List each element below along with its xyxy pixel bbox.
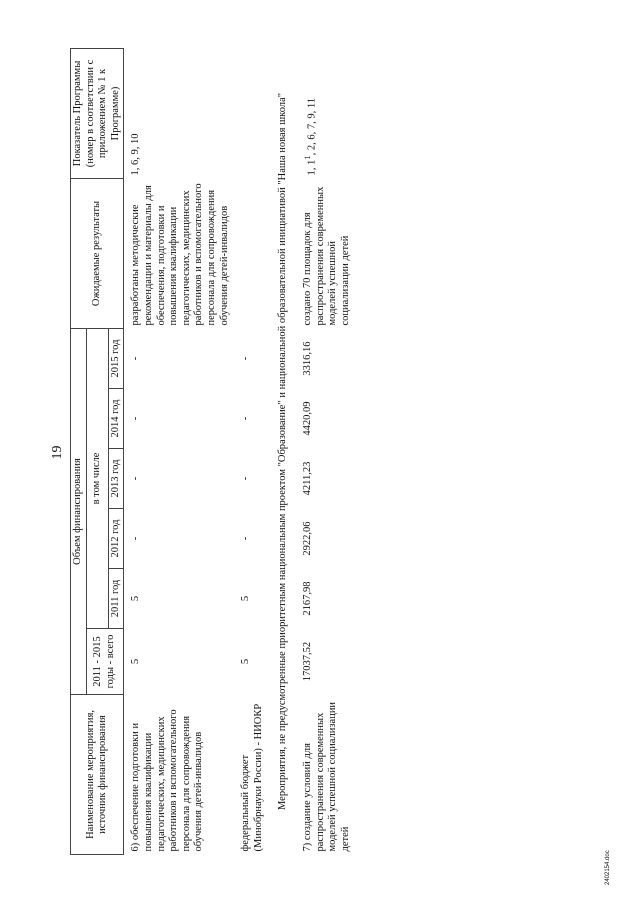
indicator-pre: 1, 1: [306, 159, 318, 176]
header-indicator: Показатель Программы (номер в соответствии с приложением № 1 к Программе): [71, 49, 124, 179]
header-total: 2011 - 2015 годы - всего: [86, 629, 124, 695]
row-total: 17037,52: [301, 641, 313, 682]
row-2014: -: [130, 416, 142, 421]
row-2011: 5: [240, 595, 252, 602]
row-2011: 2167,98: [301, 581, 313, 616]
header-year: 2011 год: [108, 569, 124, 629]
row-2014: 4420,09: [301, 401, 313, 436]
header-volume: Объем финансирования: [71, 329, 87, 695]
row-indicator: 1, 6, 9, 10: [130, 133, 142, 176]
header-year: 2014 год: [108, 389, 124, 449]
row-2015: -: [130, 356, 142, 361]
table-row: [296, 49, 353, 855]
row-name: федеральный бюджет (Минобрнауки России) - НИОКР: [240, 703, 264, 852]
table-row: [239, 49, 271, 855]
header-name: Наименование мероприятия, источник финансирования: [71, 695, 124, 855]
section-row: [271, 49, 296, 855]
program-table: [70, 48, 353, 855]
indicator-post: , 2, 6, 7, 9, 11: [306, 98, 318, 156]
row-2011: 5: [130, 595, 142, 602]
header-year: 2015 год: [108, 329, 124, 389]
header-incl: в том числе: [86, 329, 108, 629]
row-total: 5: [240, 658, 252, 665]
row-results: разработаны методические рекомендации и материалы для обеспечения, подготовки и повышения квалификации педагогических, медицинских работников и вспомогательного персонала для сопровождения обучения детей-инвалидов: [130, 183, 230, 326]
header-year: 2012 год: [108, 509, 124, 569]
rotated-page: [20, 20, 620, 885]
file-footer: 2402154.doc: [605, 850, 611, 885]
row-2013: -: [240, 476, 252, 481]
row-results: создано 70 площадок для распространения современных моделей успешной социализации детей: [301, 186, 351, 326]
row-2013: 4211,23: [301, 461, 313, 496]
row-2012: -: [240, 536, 252, 541]
row-name: 6) обеспечение подготовки и повышения квалификации педагогических, медицинских работников и вспомогательного персонала для сопровождения обучения детей-инвалидов: [130, 709, 205, 852]
row-results: [239, 179, 271, 329]
header-year: 2013 год: [108, 449, 124, 509]
indicator-sup: 1: [301, 155, 312, 160]
row-name: 7) создание условий для распространения современных моделей успешной социализации детей: [301, 701, 351, 852]
row-2012: -: [130, 536, 142, 541]
row-2012: 2922,06: [301, 521, 313, 556]
table-row: [124, 49, 239, 855]
row-2014: -: [240, 416, 252, 421]
row-2015: 3316,16: [301, 341, 313, 376]
section-title: Мероприятия, не предусмотренные приоритетным национальным проектом "Образование" и национальной образовательной инициативой "Наша новая школа": [277, 92, 289, 811]
row-2015: -: [240, 356, 252, 361]
header-results: Ожидаемые результаты: [71, 179, 124, 329]
row-total: 5: [130, 658, 142, 665]
row-2013: -: [130, 476, 142, 481]
row-indicator: [296, 49, 353, 179]
page-number: 19: [50, 445, 65, 460]
row-indicator: [239, 49, 271, 179]
